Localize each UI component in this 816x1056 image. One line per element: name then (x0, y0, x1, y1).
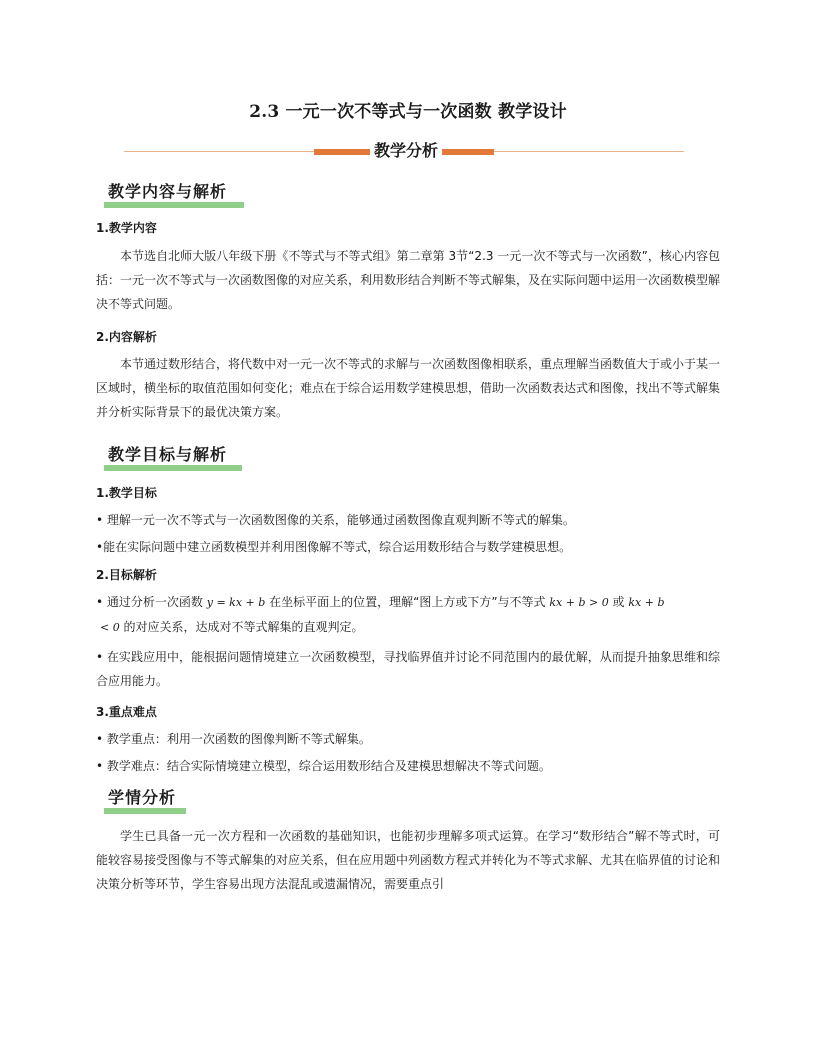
formula-inequality-gt: kx + b > 0 (549, 596, 609, 609)
banner-bar-left (314, 149, 372, 155)
formula-inequality-lhs: kx + b (628, 596, 665, 609)
heading-goals-analysis: 教学目标与解析 (104, 443, 231, 473)
bullet-goal-analysis-2: • 在实践应用中，能根据问题情境建立一次函数模型，寻找临界值并讨论不同范围内的最优解，从而提升抽象思维和综合应用能力。 (96, 650, 720, 688)
heading-content-analysis: 教学内容与解析 (104, 180, 231, 210)
paragraph-learner-analysis: 学生已具备一元一次方程和一次函数的基础知识，也能初步理解多项式运算。在学习“数形结合”解不等式时，可能较容易接受图像与不等式解集的对应关系，但在应用题中列函数方程式并转化为不等式求解、尤其在临界值的讨论和决策分析等环节，学生容易出现方法混乱或遗漏情况，需要重点引 (96, 829, 721, 891)
banner-title: 教学分析 (370, 139, 442, 163)
paragraph-teaching-content: 本节选自北师大版八年级下册《不等式与不等式组》第二章第 3节“2.3 一元一次不等式与一次函数”，核心内容包括：一元一次不等式与一次函数图像的对应关系，利用数形结合判断不等式解集，及在实际问题中运用一次函数模型解决不等式问题。 (96, 249, 721, 311)
banner-bar-right (440, 149, 494, 155)
subheading-teaching-content: 1.教学内容 (96, 221, 157, 235)
bullet-goal-analysis-1: • 通过分析一次函数 y = kx + b 在坐标平面上的位置，理解“图上方或下方”与不等式 kx + b > 0 或 kx + b < 0 的对应关系，达成对不等式解集的直观判定。 (96, 595, 665, 634)
bullet-goal-2: •能在实际问题中建立函数模型并利用图像解不等式，综合运用数形结合与数学建模思想。 (96, 540, 572, 554)
paragraph-content-analysis: 本节通过数形结合，将代数中对一元一次不等式的求解与一次函数图像相联系，重点理解当函数值大于或小于某一区域时，横坐标的取值范围如何变化；难点在于综合运用数学建模思想，借助一次函数表达式和图像，找出不等式解集并分析实际背景下的最优决策方案。 (96, 357, 721, 419)
subheading-teaching-goals: 1.教学目标 (96, 486, 157, 500)
heading-learner-analysis: 学情分析 (104, 786, 180, 816)
bullet-key-point: • 教学重点：利用一次函数的图像判断不等式解集。 (96, 732, 371, 746)
formula-linear-function: y = kx + b (206, 596, 266, 609)
document-title: 2.3 一元一次不等式与一次函数 教学设计 (249, 102, 567, 122)
subheading-key-difficult: 3.重点难点 (96, 705, 157, 719)
section-banner (124, 138, 684, 164)
formula-inequality-lt: < 0 (100, 621, 120, 634)
bullet-difficult-point: • 教学难点：结合实际情境建立模型，综合运用数形结合及建模思想解决不等式问题。 (96, 759, 551, 773)
bullet-goal-1: • 理解一元一次不等式与一次函数图像的关系，能够通过函数图像直观判断不等式的解集。 (96, 513, 575, 527)
subheading-content-analysis: 2.内容解析 (96, 330, 157, 344)
subheading-goal-analysis: 2.目标解析 (96, 568, 157, 582)
